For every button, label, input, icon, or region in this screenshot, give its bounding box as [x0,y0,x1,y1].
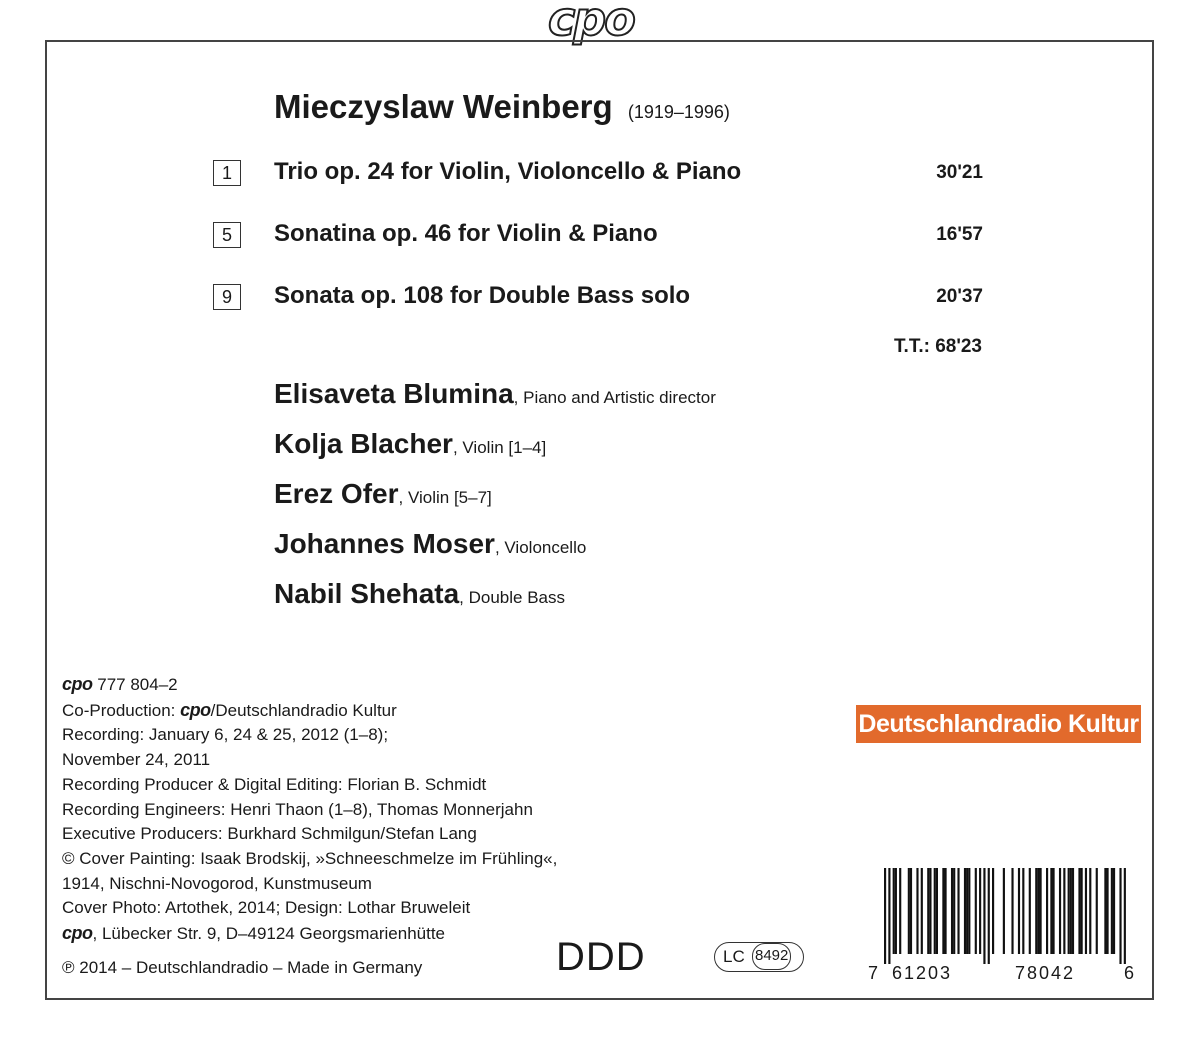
barcode-bar [934,868,936,954]
artist-role: , Double Bass [459,588,566,607]
barcode-bar [929,868,931,954]
barcode-bar [964,868,966,954]
barcode-bar [1111,868,1113,954]
track-duration: 16'57 [936,224,983,245]
barcode-bar [916,868,918,954]
barcode-bar [968,868,970,954]
track-title: Sonata op. 108 for Double Bass solo [274,282,691,309]
barcode-bar [1052,868,1054,954]
recording-line: Recording: January 6, 24 & 25, 2012 (1–8); [62,725,389,745]
barcode-bar [1003,868,1005,954]
total-time: T.T.: 68'23 [894,336,982,357]
barcode-bar [921,868,923,954]
track-row [213,220,983,250]
track-title: Sonatina op. 46 for Violin & Piano [274,220,658,247]
lc-prefix: LC [723,947,745,966]
barcode-bar [1106,868,1108,954]
artist-role: , Violin [1–4] [452,438,547,457]
barcode-digit: 7 [868,963,881,983]
track-number: 9 [213,284,241,310]
barcode-digits-right: 78042 [1015,963,1076,983]
recording-line: November 24, 2011 [62,750,211,770]
barcode-bar [957,868,959,954]
composer-name: Mieczyslaw Weinberg [274,88,613,125]
track-title: Trio op. 24 for Violin, Violoncello & Piano [274,158,742,185]
track-row [213,158,983,188]
barcode-bar [953,868,955,954]
composer-dates: (1919–1996) [627,102,730,122]
barcode-bar [1124,868,1126,964]
barcode-bar [975,868,977,954]
barcode-bar [908,868,910,954]
barcode-bar [1040,868,1042,954]
barcode-bar [988,868,990,964]
label-code-badge [714,942,804,972]
artist-line [274,528,586,560]
barcode-bar [1059,868,1061,954]
barcode-bar [1089,868,1091,954]
artist-line [274,578,565,610]
artist-line [274,428,546,460]
copyright-line: ℗ 2014 – Deutschlandradio – Made in Germany [62,958,423,977]
track-number: 5 [213,222,241,248]
barcode-bar [1011,868,1013,954]
barcode-bar [1078,868,1080,954]
barcode-bar [895,868,897,954]
composer-heading [274,88,730,126]
barcode-bar [1035,868,1037,954]
credits-block [62,672,622,947]
barcode-bar [1046,868,1048,954]
barcode-bar [1085,868,1087,954]
artist-name: Kolja Blacher [274,428,453,459]
barcode-bar [1037,868,1039,954]
cpo-logo: cpo [548,0,634,46]
barcode-bar [1113,868,1115,954]
catalog-number: cpo 777 804–2 [62,674,178,694]
barcode-bar [888,868,890,964]
barcode-bars [868,868,1136,964]
ddd-mark: DDD [556,935,646,979]
track-number: 1 [213,160,241,186]
track-duration: 30'21 [936,162,983,183]
barcode-bar [992,868,994,954]
track-duration: 20'37 [936,286,983,307]
barcode-bar [1104,868,1106,954]
photo-line: Cover Photo: Artothek, 2014; Design: Lothar Bruweleit [62,898,471,918]
barcode-bar [1050,868,1052,954]
artist-line [274,478,492,510]
barcode-bar [983,868,985,964]
barcode-bar [944,868,946,954]
artist-name: Elisaveta Blumina [274,378,514,409]
artist-name: Nabil Shehata [274,578,460,609]
artist-name: Johannes Moser [274,528,495,559]
barcode-bar [966,868,968,954]
barcode-bar [910,868,912,954]
artist-line [274,378,716,410]
barcode-bar [1070,868,1072,954]
artist-role: , Violin [5–7] [398,488,492,507]
barcode-digits-left: 61203 [892,963,953,983]
barcode-bar [936,868,938,954]
barcode-bar [899,868,901,954]
painting-line: © Cover Painting: Isaak Brodskij, »Schneeschmelze im Frühling«, [62,848,558,868]
track-row [213,282,983,312]
painting-line: 1914, Nischni-Novogorod, Kunstmuseum [62,873,372,893]
barcode-bar [1022,868,1024,954]
artist-role: , Piano and Artistic director [513,388,716,407]
barcode-bar [1081,868,1083,954]
barcode-digit: 6 [1124,963,1137,983]
coproduction-line: Co-Production: cpo/Deutschlandradio Kultur [62,699,397,720]
barcode-bar [1119,868,1121,964]
barcode-bar [893,868,895,954]
address-line: cpo, Lübecker Str. 9, D–49124 Georgsmarienhütte [62,923,445,944]
lc-code: 8492 [752,943,791,970]
barcode-bar [1068,868,1070,954]
barcode-bar [1018,868,1020,954]
artist-name: Erez Ofer [274,478,399,509]
barcode-bar [1096,868,1098,954]
barcode-bar [927,868,929,954]
barcode-bar [884,868,886,964]
barcode-bar [942,868,944,954]
producer-line: Recording Producer & Digital Editing: Florian B. Schmidt [62,774,487,794]
barcode-bar [1063,868,1065,954]
barcode-bar [1072,868,1074,954]
barcode [868,868,1136,988]
executive-line: Executive Producers: Burkhard Schmilgun/Stefan Lang [62,824,477,844]
barcode-bar [1029,868,1031,954]
deutschlandradio-logo: Deutschlandradio Kultur [856,705,1141,743]
engineers-line: Recording Engineers: Henri Thaon (1–8), Thomas Monnerjahn [62,799,533,819]
barcode-bar [951,868,953,954]
artist-role: , Violoncello [494,538,587,557]
barcode-bar [979,868,981,954]
